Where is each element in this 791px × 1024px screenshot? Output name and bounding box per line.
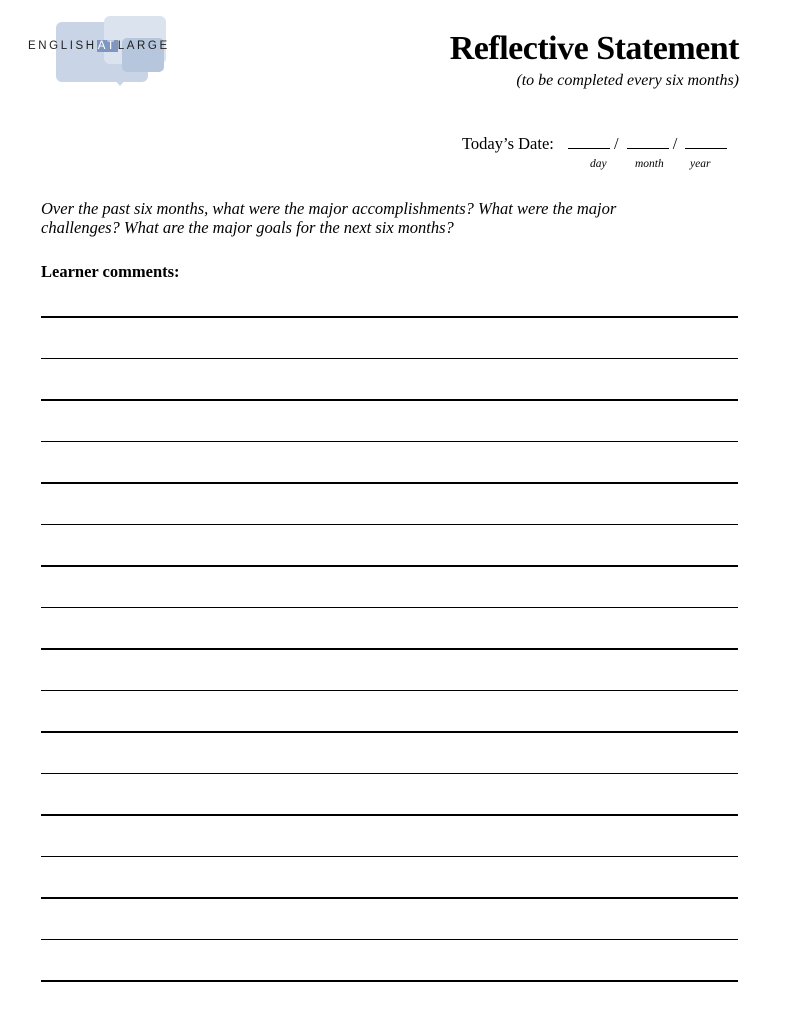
logo-wordmark [28,40,170,52]
comment-writing-line[interactable] [41,482,738,484]
date-month-blank[interactable] [627,136,669,149]
prompt-line: Over the past six months, what were the major accomplishments? What were the major [41,199,617,218]
comment-writing-line[interactable] [41,731,738,733]
comment-writing-line[interactable] [41,690,738,692]
logo-text-large: LARGE [117,40,170,52]
comment-writing-line[interactable] [41,524,738,526]
page-subtitle: (to be completed every six months) [516,72,739,89]
date-separator: / [672,134,678,153]
comment-writing-line[interactable] [41,897,738,899]
comment-writing-line[interactable] [41,773,738,775]
logo-bubble-tail [110,74,130,86]
date-month-label: month [635,158,664,170]
comment-lines [41,316,738,1022]
todays-date-row [462,134,730,154]
date-day-label: day [590,158,607,170]
comment-writing-line[interactable] [41,856,738,858]
date-label: Today’s Date: [462,134,554,153]
comment-writing-line[interactable] [41,814,738,816]
comment-writing-line[interactable] [41,980,738,982]
comment-writing-line[interactable] [41,358,738,360]
logo-text-at: AT [97,40,117,52]
comment-writing-line[interactable] [41,648,738,650]
comment-writing-line[interactable] [41,316,738,318]
date-day-blank[interactable] [568,136,610,149]
comment-writing-line[interactable] [41,399,738,401]
page-title: Reflective Statement [449,30,739,67]
logo-text-english: ENGLISH [28,40,97,52]
comment-writing-line[interactable] [41,607,738,609]
reflection-prompt [41,199,741,237]
prompt-line: challenges? What are the major goals for the next six months? [41,218,454,237]
date-year-blank[interactable] [685,136,727,149]
english-at-large-logo [26,14,206,84]
comment-writing-line[interactable] [41,441,738,443]
date-year-label: year [690,158,711,170]
comment-writing-line[interactable] [41,939,738,941]
comment-writing-line[interactable] [41,565,738,567]
learner-comments-label: Learner comments: [41,262,180,281]
date-separator: / [614,134,619,153]
